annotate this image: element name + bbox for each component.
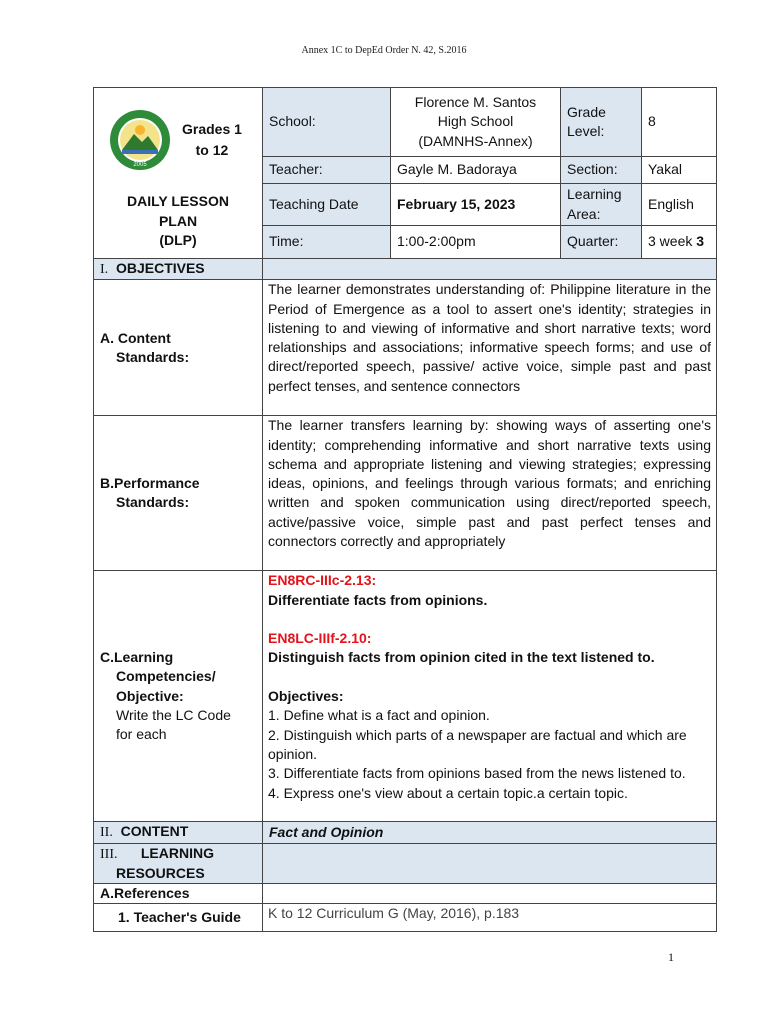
grade-level-label: Grade Level: bbox=[561, 88, 642, 157]
page-number: 1 bbox=[668, 950, 674, 964]
dlp-title: DAILY LESSON PLAN (DLP) bbox=[127, 193, 229, 248]
time-value: 1:00-2:00pm bbox=[391, 226, 561, 259]
daily-lesson-plan-table bbox=[93, 87, 717, 932]
quarter-label: Quarter: bbox=[561, 226, 642, 259]
teachers-guide-label: 1. Teacher's Guide bbox=[94, 904, 263, 932]
section-label: Section: bbox=[561, 157, 642, 184]
objectives-heading: I. OBJECTIVES bbox=[94, 259, 263, 280]
lc-code-2-text: Distinguish facts from opinion cited in the text listened to. bbox=[268, 649, 655, 666]
annex-header-note: Annex 1C to DepEd Order N. 42, S.2016 bbox=[301, 45, 467, 56]
content-heading: II. CONTENT bbox=[94, 822, 263, 843]
learning-competencies-label: C.Learning Competencies/ Objective: Write the LC Code for each bbox=[94, 571, 263, 822]
teaching-date-value: February 15, 2023 bbox=[391, 184, 561, 226]
performance-standards-label: B.Performance Standards: bbox=[94, 416, 263, 571]
content-standards-text: The learner demonstrates understanding of: Philippine literature in the Period of Emergence as a tool to assert one's identity; strategies in listening to and viewing of informative and short narrative texts; word relationships and associations; informative speech forms; and use of direct/reported speech, passive/ active voice, simple past and past perfect tenses, and sentence connectors bbox=[263, 280, 717, 416]
section-value: Yakal bbox=[642, 157, 717, 184]
lc-code-2: EN8LC-IIIf-2.10: bbox=[268, 630, 372, 647]
grades-label: Grades 1 to 12 bbox=[182, 121, 242, 158]
objectives-heading-fill bbox=[263, 259, 717, 280]
school-label: School: bbox=[263, 88, 391, 157]
objective-item: 1. Define what is a fact and opinion. bbox=[268, 707, 490, 724]
teaching-date-label: Teaching Date bbox=[263, 184, 391, 226]
objective-item: 2. Distinguish which parts of a newspaper are factual and which are opinion. bbox=[268, 726, 687, 762]
performance-standards-text: The learner transfers learning by: showing ways of asserting one's identity; comprehending informative and short narrative texts using schema and appropriate listening and viewing strategies; expressing ideas, opinions, and feelings through various formats; and enriching written and spoken communication using direct/reported speech, active/passive voice, simple past and past perfect tenses and connectors correctly and appropriately bbox=[263, 416, 717, 571]
references-label: A.References bbox=[94, 884, 263, 904]
time-label: Time: bbox=[263, 226, 391, 259]
lc-code-1-text: Differentiate facts from opinions. bbox=[268, 591, 488, 608]
grade-level-value: 8 bbox=[642, 88, 717, 157]
header-logo-cell bbox=[94, 88, 263, 259]
learning-competencies-text bbox=[263, 571, 717, 822]
learning-resources-fill bbox=[263, 843, 717, 884]
quarter-value: 3 week 3 bbox=[642, 226, 717, 259]
learning-resources-heading: III. LEARNING RESOURCES bbox=[94, 843, 263, 884]
school-value: Florence M. Santos High School (DAMNHS-Annex) bbox=[391, 88, 561, 157]
svg-text:2005: 2005 bbox=[133, 162, 147, 168]
references-value bbox=[263, 884, 717, 904]
content-value: Fact and Opinion bbox=[263, 822, 717, 843]
learning-area-label: Learning Area: bbox=[561, 184, 642, 226]
teacher-value: Gayle M. Badoraya bbox=[391, 157, 561, 184]
lc-code-1: EN8RC-IIIc-2.13: bbox=[268, 572, 377, 589]
objectives-list-heading: Objectives: bbox=[268, 688, 344, 705]
objective-item: 3. Differentiate facts from opinions based from the news listened to. bbox=[268, 765, 686, 782]
objective-item: 4. Express one's view about a certain topic.a certain topic. bbox=[268, 784, 628, 801]
school-seal-icon bbox=[108, 108, 172, 172]
teachers-guide-value: K to 12 Curriculum G (May, 2016), p.183 bbox=[263, 904, 717, 932]
content-standards-label: A. Content Standards: bbox=[94, 280, 263, 416]
teacher-label: Teacher: bbox=[263, 157, 391, 184]
learning-area-value: English bbox=[642, 184, 717, 226]
